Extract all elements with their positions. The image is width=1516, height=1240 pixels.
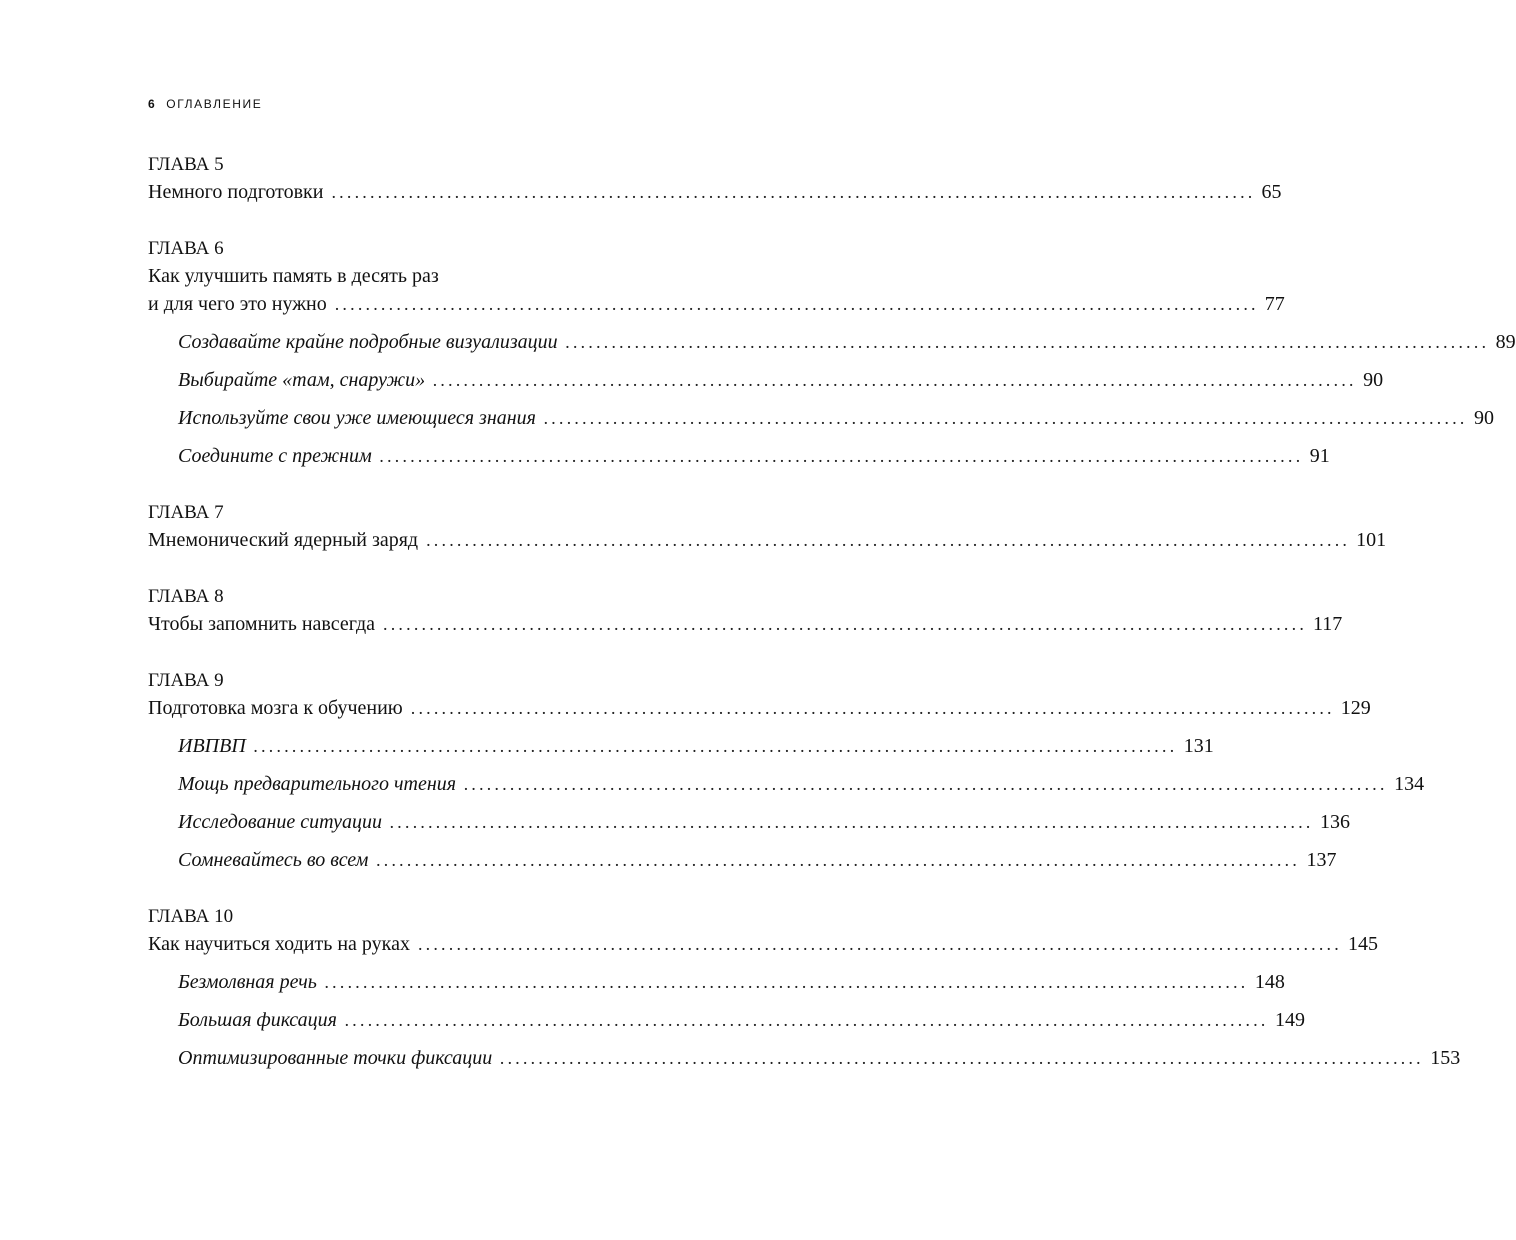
dot-leader: ........................................................................................................................ [383, 614, 1308, 634]
dot-leader: ........................................................................................................................ [253, 736, 1178, 756]
entry-page: 137 [1306, 849, 1337, 871]
entry-title: Выбирайте «там, снаружи» [178, 369, 426, 391]
dot-leader: ........................................................................................................................ [389, 812, 1314, 832]
entry-title: Исследование ситуации [178, 811, 382, 833]
dot-leader: ........................................................................................................................ [426, 530, 1351, 550]
chapter-label: ГЛАВА 9 [148, 670, 224, 691]
toc-subentry[interactable] [148, 404, 1494, 432]
running-head [148, 97, 262, 111]
entry-title: Мнемонический ядерный заряд [148, 529, 419, 551]
dot-leader: ........................................................................................................................ [500, 1048, 1425, 1068]
section-title: ОГЛАВЛЕНИЕ [166, 97, 263, 111]
toc-subentry[interactable] [148, 732, 1214, 760]
dot-leader: ........................................................................................................................ [417, 934, 1342, 954]
entry-title: ИВПВП [178, 735, 246, 757]
dot-leader: ........................................................................................................................ [344, 1010, 1269, 1030]
toc-entry[interactable] [148, 290, 1285, 318]
entry-title: Большая фиксация [178, 1009, 337, 1031]
dot-leader: ........................................................................................................................ [334, 294, 1259, 314]
chapter-7 [148, 500, 1387, 554]
chapter-label: ГЛАВА 7 [148, 502, 224, 523]
toc-subentry[interactable] [148, 1006, 1305, 1034]
entry-page: 101 [1356, 529, 1387, 551]
entry-title: Подготовка мозга к обучению [148, 697, 403, 719]
page-number: 6 [148, 97, 157, 111]
dot-leader: ........................................................................................................................ [376, 850, 1301, 870]
chapter-label: ГЛАВА 10 [148, 906, 234, 927]
entry-page: 90 [1363, 369, 1384, 391]
dot-leader: ........................................................................................................................ [324, 972, 1249, 992]
dot-leader: ........................................................................................................................ [464, 774, 1389, 794]
entry-title: Сомневайтесь во всем [178, 849, 369, 871]
entry-page: 65 [1261, 181, 1282, 203]
entry-title: Используйте свои уже имеющиеся знания [178, 407, 536, 429]
chapter-6 [148, 236, 1516, 470]
entry-title: Мощь предварительного чтения [178, 773, 457, 795]
entry-page: 89 [1495, 331, 1516, 353]
dot-leader: ........................................................................................................................ [565, 332, 1490, 352]
dot-leader: ........................................................................................................................ [331, 182, 1256, 202]
entry-title: Чтобы запомнить навсегда [148, 613, 376, 635]
chapter-label: ГЛАВА 8 [148, 586, 224, 607]
entry-page: 90 [1473, 407, 1494, 429]
entry-page: 117 [1313, 613, 1343, 635]
toc-entry[interactable] [148, 526, 1387, 554]
entry-title: и для чего это нужно [148, 293, 327, 315]
entry-page: 77 [1264, 293, 1285, 315]
chapter-9 [148, 668, 1425, 874]
dot-leader: ........................................................................................................................ [410, 698, 1335, 718]
toc-subentry[interactable] [148, 328, 1516, 356]
toc-subentry[interactable] [148, 968, 1285, 996]
toc-subentry[interactable] [148, 808, 1350, 836]
toc-subentry[interactable] [148, 770, 1425, 798]
chapter-label: ГЛАВА 6 [148, 238, 224, 259]
toc-entry[interactable] [148, 610, 1343, 638]
chapter-label: ГЛАВА 5 [148, 154, 224, 175]
table-of-contents [148, 152, 1516, 1102]
chapter-5 [148, 152, 1282, 206]
entry-page: 148 [1254, 971, 1285, 993]
toc-subentry[interactable] [148, 366, 1384, 394]
toc-entry[interactable] [148, 178, 1282, 206]
dot-leader: ........................................................................................................................ [433, 370, 1358, 390]
toc-subentry[interactable] [148, 1044, 1461, 1072]
toc-subentry[interactable] [148, 846, 1337, 874]
entry-page: 136 [1319, 811, 1350, 833]
entry-page: 145 [1347, 933, 1378, 955]
entry-title-first-line: Как улучшить память в десять раз [148, 265, 439, 287]
entry-title: Соедините с прежним [178, 445, 372, 467]
dot-leader: ........................................................................................................................ [379, 446, 1304, 466]
entry-page: 134 [1394, 773, 1425, 795]
entry-page: 149 [1274, 1009, 1305, 1031]
entry-page: 129 [1340, 697, 1371, 719]
entry-title: Как научиться ходить на руках [148, 933, 410, 955]
entry-page: 91 [1309, 445, 1330, 467]
dot-leader: ........................................................................................................................ [543, 408, 1468, 428]
toc-subentry[interactable] [148, 442, 1330, 470]
entry-page: 153 [1430, 1047, 1461, 1069]
entry-title: Безмолвная речь [178, 971, 317, 993]
entry-title: Создавайте крайне подробные визуализации [178, 331, 558, 353]
toc-entry[interactable] [148, 694, 1371, 722]
chapter-10 [148, 904, 1461, 1072]
toc-entry[interactable] [148, 930, 1378, 958]
chapter-8 [148, 584, 1343, 638]
entry-title: Оптимизированные точки фиксации [178, 1047, 493, 1069]
entry-page: 131 [1183, 735, 1214, 757]
entry-title: Немного подготовки [148, 181, 324, 203]
